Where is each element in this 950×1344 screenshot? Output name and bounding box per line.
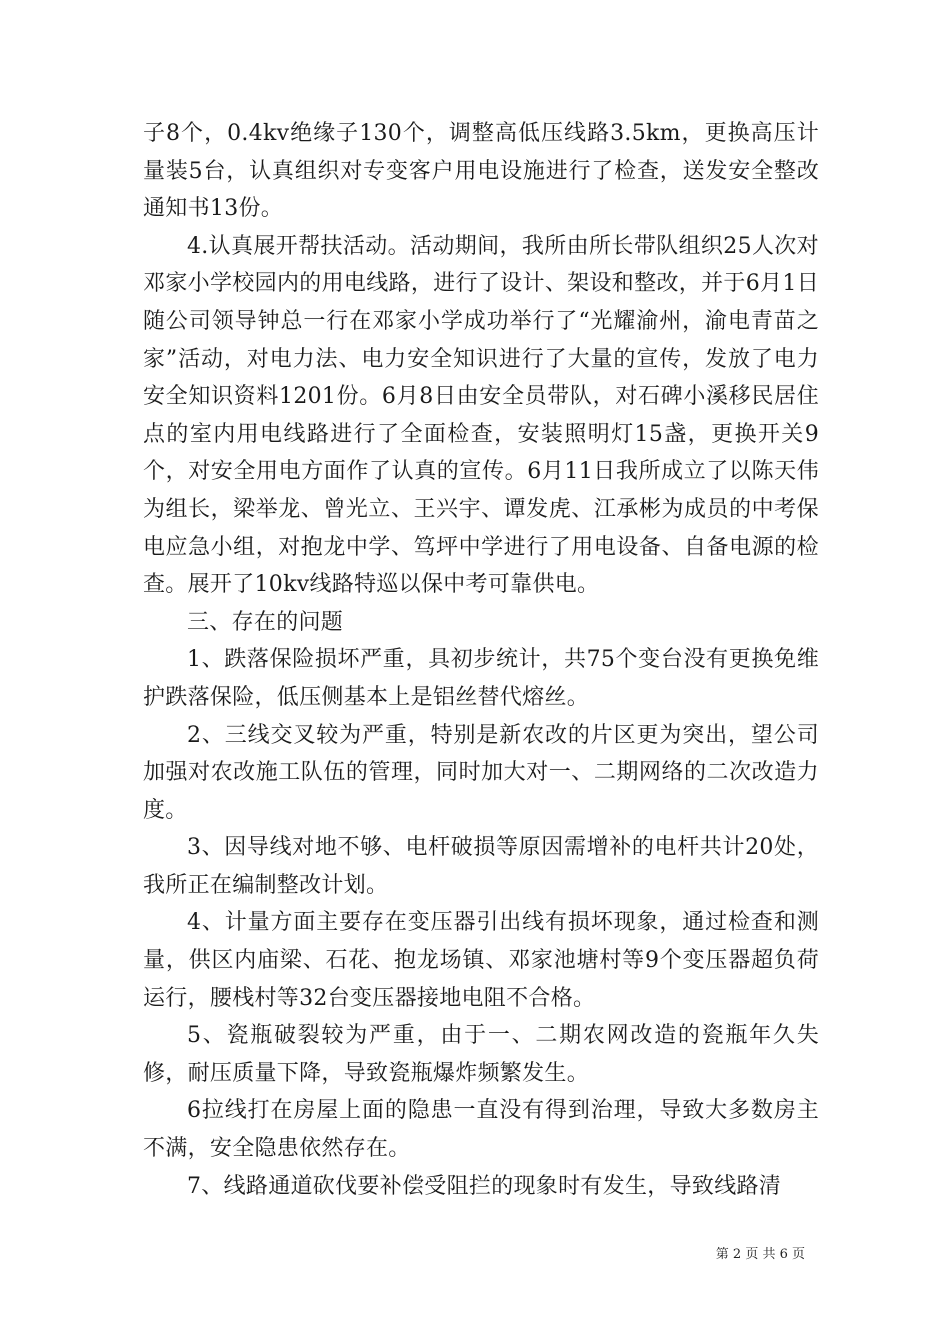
paragraph-problem-4: 4、计量方面主要存在变压器引出线有损坏现象，通过检查和测量，供区内庙梁、石花、抱龙场镇、邓家池塘村等9个变压器超负荷运行，腰栈村等32台变压器接地电阻不合格。 [143,910,819,1011]
paragraph-continuation: 子8个，0.4kv绝缘子130个，调整高低压线路3.5km，更换高压计量装5台，认真组织对专变客户用电设施进行了检查，送发安全整改通知书13份。 [143,121,819,222]
paragraph-problem-2: 2、三线交叉较为严重，特别是新农改的片区更为突出，望公司加强对农改施工队伍的管理，同时加大对一、二期网络的二次改造力度。 [143,722,819,823]
section-heading-problems: 三、存在的问题 [187,609,344,635]
page-number-footer: 第 2 页 共 6 页 [715,1247,805,1262]
paragraph-problem-1: 1、跌落保险损坏严重，具初步统计，共75个变台没有更换免维护跌落保险，低压侧基本上是铝丝替代熔丝。 [143,647,819,710]
paragraph-item-4-assistance: 4.认真展开帮扶活动。活动期间，我所由所长带队组织25人次对邓家小学校园内的用电线路，进行了设计、架设和整改，并于6月1日随公司领导钟总一行在邓家小学成功举行了“光耀渝州，渝电青苗之家”活动，对电力法、电力安全知识进行了大量的宣传，发放了电力安全知识资料1201份。6月8日由安全员带队，对石碑小溪移民居住点的室内用电线路进行了全面检查，安装照明灯15盏，更换开关9个，对安全用电方面作了认真的宣传。6月11日我所成立了以陈天伟为组长，梁举龙、曾光立、王兴宇、谭发虎、江承彬为成员的中考保电应急小组，对抱龙中学、笃坪中学进行了用电设备、自备电源的检查。展开了10kv线路特巡以保中考可靠供电。 [143,233,819,598]
paragraph-problem-3: 3、因导线对地不够、电杆破损等原因需增补的电杆共计20处，我所正在编制整改计划。 [143,835,819,898]
document-body [143,115,819,1205]
paragraph-problem-5: 5、瓷瓶破裂较为严重，由于一、二期农网改造的瓷瓶年久失修，耐压质量下降，导致瓷瓶爆炸频繁发生。 [143,1023,819,1086]
paragraph-problem-6: 6拉线打在房屋上面的隐患一直没有得到治理，导致大多数房主不满，安全隐患依然存在。 [143,1098,819,1162]
paragraph-problem-7: 7、线路通道砍伐要补偿受阻拦的现象时有发生，导致线路清 [187,1173,782,1199]
